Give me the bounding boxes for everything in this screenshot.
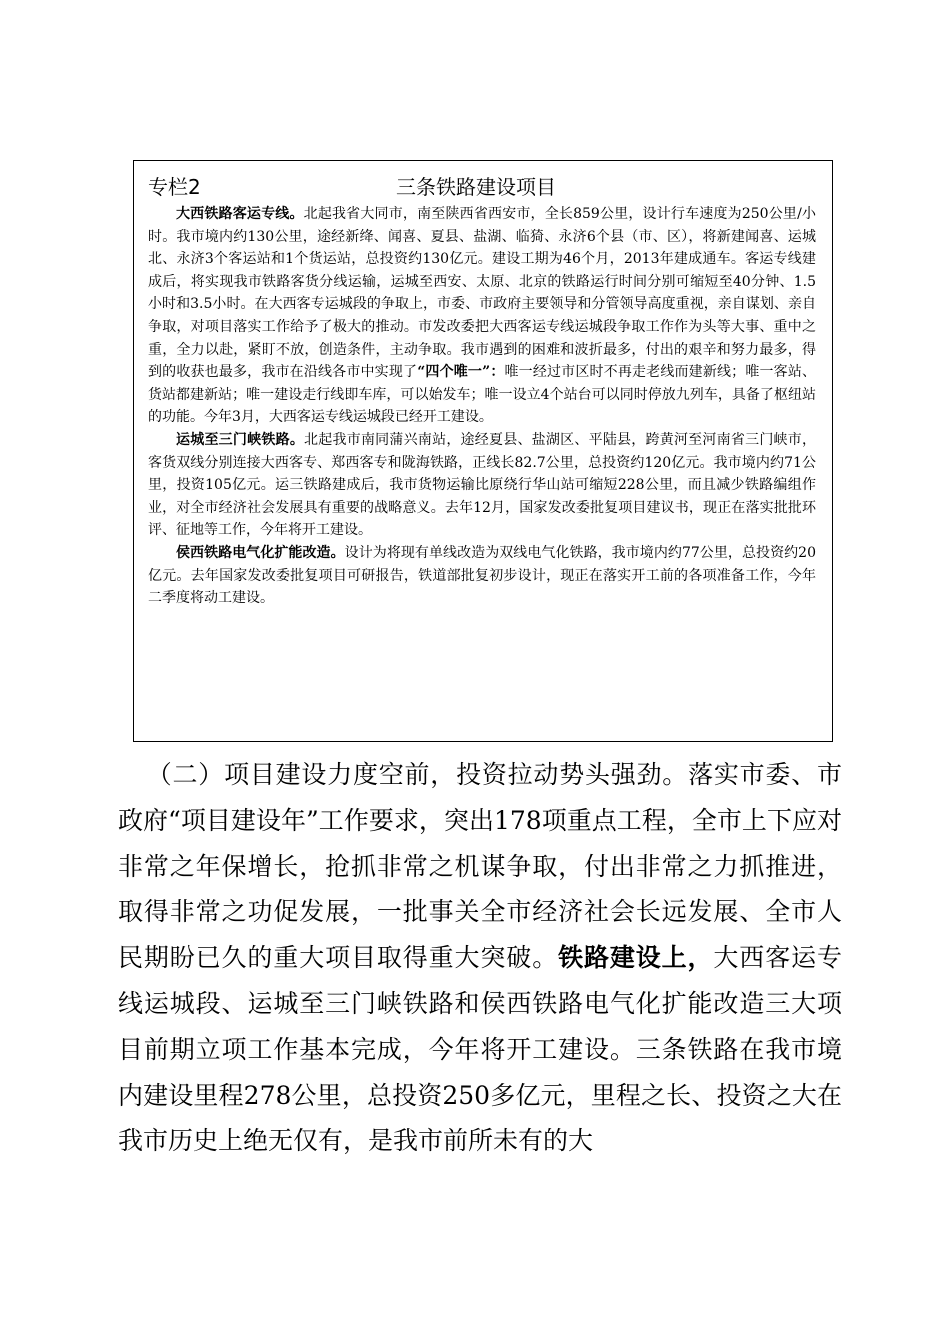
- paragraph-text: 设计为将现有单线改造为双线电气化铁路，我市境内约77公里，总投资约20亿元。去年国家发改委批复项目可研报告，铁道部批复初步设计，现正在落实开工前的各项准备工作，今年二季度将动工建设。: [148, 544, 816, 607]
- paragraph-highlight: “四个唯一”：: [417, 364, 505, 381]
- sidebar-box-title: 三条铁路建设项目: [396, 175, 556, 199]
- body-paragraph: [118, 752, 842, 1164]
- body-highlight: 铁路建设上，: [558, 943, 714, 973]
- sidebar-box-header: [148, 169, 816, 203]
- paragraph-text: 唯一经过市区时不再走老线而建新线；唯一客站、货站都建新站；唯一建设走行线即车库，可以始发车；唯一设立4个站台可以同时停放九列车，具备了枢纽站的功能。今年3月，大西客运专线运城段已经开工建设。: [148, 364, 817, 426]
- paragraph-lead: 大西铁路客运专线。: [176, 206, 304, 222]
- body-text: 落实市委、市政府“项目建设年”工作要求，突出178项重点工程，全市上下应对非常之年保增长，抢抓非常之机谋争取，付出非常之力抓推进，取得非常之功促发展，一批事关全市经济社会长远发展、全市人民期盼已久的重大项目取得重大突破。: [118, 760, 842, 973]
- paragraph-text: 北起我市南同蒲兴南站，途经夏县、盐湖区、平陆县，跨黄河至河南省三门峡市，客货双线分别连接大西客专、郑西客专和陇海铁路，正线长82.7公里，总投资约120亿元。我市境内约71公里，投资105亿元。运三铁路建成后，我市货物运输比原绕行华山站可缩短228公里，而且减少铁路编组作业，对全市经济社会发展具有重要的战略意义。去年12月，国家发改委批复项目建议书，现正在落实批批环评、征地等工作，今年将开工建设。: [148, 431, 816, 539]
- box-paragraph-houxi-railway: [148, 542, 816, 610]
- section-heading: （二）项目建设力度空前，投资拉动势头强劲。: [146, 760, 689, 789]
- paragraph-lead: 侯西铁路电气化扩能改造。: [176, 544, 345, 561]
- paragraph-lead: 运城至三门峡铁路。: [176, 431, 305, 448]
- box-paragraph-datong-xian: [148, 203, 816, 429]
- body-text: 大西客运专线运城段、运城至三门峡铁路和侯西铁路电气化扩能改造三大项目前期立项工作基本完成，今年将开工建设。三条铁路在我市境内建设里程278公里，总投资250多亿元，里程之长、投资之大在我市历史上绝无仅有，是我市前所未有的大: [118, 943, 842, 1156]
- paragraph-text: 北起我省大同市，南至陕西省西安市，全长859公里，设计行车速度为250公里/小时。我市境内约130公里，途经新绛、闻喜、夏县、盐湖、临猗、永济6个县（市、区），将新建闻喜、运城北、永济3个客运站和1个货运站，总投资约130亿元。建设工期为46个月，2013年建成通车。客运专线建成后，将实现我市铁路客货分线运输，运城至西安、太原、北京的铁路运行时间分别可缩短至40分钟、1.5小时和3.5小时。在大西客专运城段的争取上，市委、市政府主要领导和分管领导高度重视，亲自谋划、亲自争取，对项目落实工作给予了极大的推动。市发改委把大西客运专线运城段争取工作作为头等大事、重中之重，全力以赴，紧盯不放，创造条件，主动争取。我市遇到的困难和波折最多，付出的艰辛和努力最多，得到的收获也最多，我市在沿线各市中实现了: [148, 206, 816, 381]
- sidebar-box-label: 专栏2: [148, 175, 201, 199]
- box-paragraph-yuncheng-sanmenxia: [148, 429, 816, 542]
- sidebar-box: [133, 160, 833, 742]
